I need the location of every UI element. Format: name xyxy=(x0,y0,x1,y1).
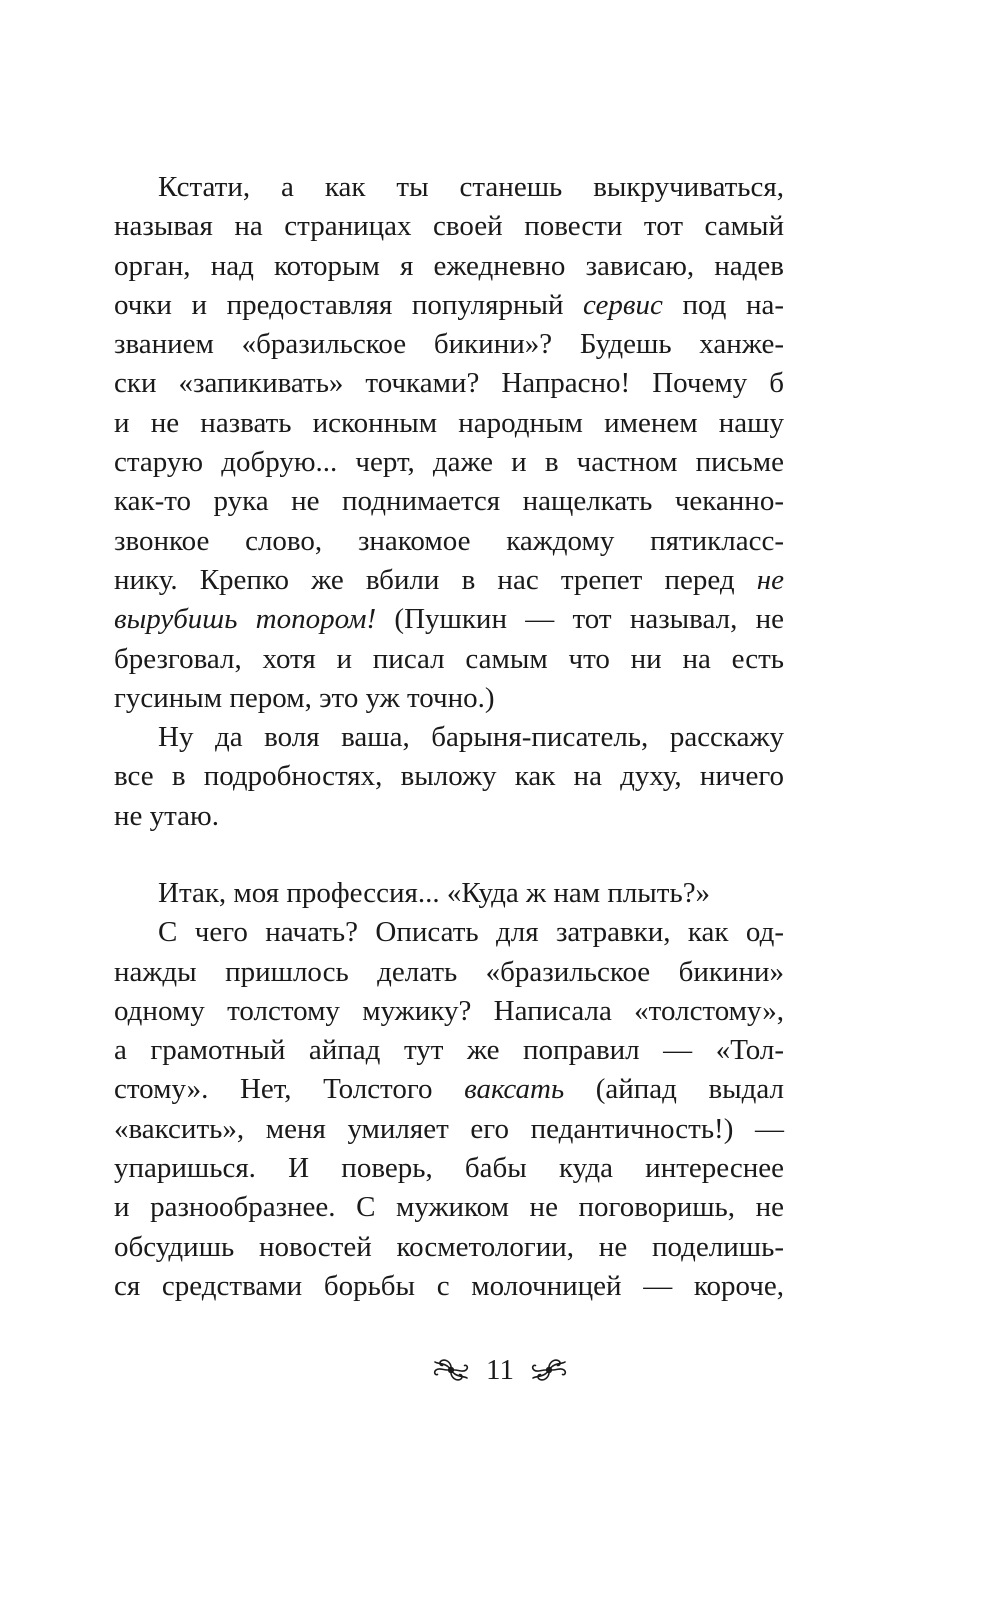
text-line: орган, над которым я ежедневно зависаю, надев xyxy=(114,249,784,282)
italic-run: сервис xyxy=(583,288,663,321)
paragraph-3 xyxy=(114,874,784,913)
text-line: С чего начать? Описать для затравки, как од- xyxy=(158,916,784,949)
text-line: называя на страницах своей повести тот самый xyxy=(114,210,784,243)
text-line: брезговал, хотя и писал самым что ни на есть xyxy=(114,642,784,675)
text-line: звонкое слово, знакомое каждому пятикласс- xyxy=(114,524,784,557)
fleuron-ornament-icon xyxy=(528,1354,570,1386)
text-line: одному толстому мужику? Написала «толстому», xyxy=(114,994,784,1027)
text-line: Ну да воля ваша, барыня-писатель, расскажу xyxy=(158,721,784,754)
text-line: нажды пришлось делать «бразильское бикини» xyxy=(114,955,784,988)
page-number: 11 xyxy=(486,1353,514,1386)
paragraph-1 xyxy=(114,168,784,718)
paragraph-4 xyxy=(114,913,784,1306)
text-run: стому». Нет, Толстого xyxy=(114,1073,465,1106)
text-line: званием «бразильское бикини»? Будешь ханже- xyxy=(114,328,784,361)
text-run: под на- xyxy=(662,288,784,321)
text-line: Кстати, а как ты станешь выкручиваться, xyxy=(158,171,784,203)
italic-run: ваксать xyxy=(464,1073,565,1106)
body-text-lower xyxy=(114,874,784,1306)
text-line xyxy=(114,286,784,325)
text-line: обсудишь новостей косметологии, не поделишь- xyxy=(114,1230,784,1263)
text-line: и разнообразнее. С мужиком не поговоришь, не xyxy=(114,1191,784,1224)
text-line: Итак, моя профессия... «Куда ж нам плыть?» xyxy=(158,877,711,909)
text-run: очки и предоставляя популярный xyxy=(114,288,584,321)
text-line: а грамотный айпад тут же поправил — «Тол- xyxy=(114,1034,784,1067)
text-run: нику. Крепко же вбили в нас трепет перед xyxy=(114,563,757,596)
body-text-upper xyxy=(114,168,784,836)
fleuron-ornament-icon xyxy=(430,1354,472,1386)
text-line: не утаю. xyxy=(114,799,219,832)
text-line: и не назвать исконным народным именем нашу xyxy=(114,406,784,439)
text-run: (Пушкин — тот называл, не xyxy=(376,603,784,636)
text-line: ски «запикивать» точками? Напрасно! Почему б xyxy=(114,367,784,400)
text-line xyxy=(114,561,784,600)
text-line: упаришься. И поверь, бабы куда интереснее xyxy=(114,1152,784,1185)
text-line: «ваксить», меня умиляет его педантичность!) — xyxy=(114,1112,784,1145)
italic-run: не xyxy=(756,563,784,596)
paragraph-2 xyxy=(114,718,784,836)
text-line xyxy=(114,600,784,639)
text-run: (айпад выдал xyxy=(564,1073,784,1106)
text-line: как-то рука не поднимается нащелкать чеканно- xyxy=(114,485,784,518)
text-line xyxy=(114,1070,784,1109)
text-line: гусиным пером, это уж точно.) xyxy=(114,681,495,714)
text-line: все в подробностях, выложу как на духу, ничего xyxy=(114,760,784,793)
italic-run: вырубишь топором! xyxy=(114,603,377,636)
page-footer xyxy=(0,1348,1000,1392)
text-line: ся средствами борьбы с молочницей — короче, xyxy=(114,1269,784,1302)
text-line: старую добрую... черт, даже и в частном письме xyxy=(114,446,784,479)
